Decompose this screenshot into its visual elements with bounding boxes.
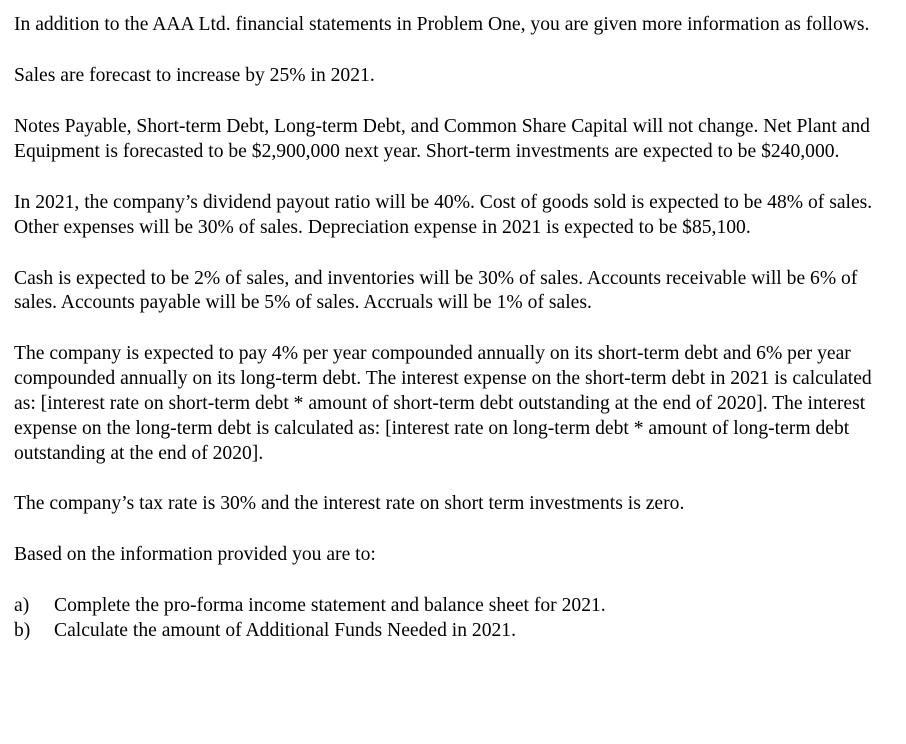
- sales-forecast-paragraph: Sales are forecast to increase by 25% in 2021.: [14, 64, 375, 86]
- task-marker: a): [14, 595, 30, 617]
- interest-paragraph: The company is expected to pay 4% per year compounded annually on its short-term debt and 6% per year compounded annually on its long-term debt. The interest expense on the short-term debt in 2021 is calculated as: [interest rate on short-term debt * amount of short-term debt outstanding at the end of 2020]. The interest expense on the long-term debt is calculated as: [interest rate on long-term debt * amount of long-term debt outstanding at the end of 2020].: [14, 343, 872, 464]
- problem-document: [14, 13, 890, 644]
- unchanged-items-paragraph: Notes Payable, Short-term Debt, Long-term Debt, and Common Share Capital will not change. Net Plant and Equipment is forecasted to be $2,900,000 next year. Short-term investments are expected to be $240,000.: [14, 115, 870, 162]
- instructions-paragraph: Based on the information provided you are to:: [14, 544, 376, 566]
- intro-paragraph: In addition to the AAA Ltd. financial statements in Problem One, you are given more information as follows.: [14, 14, 870, 35]
- tax-rate-paragraph: The company’s tax rate is 30% and the interest rate on short term investments is zero.: [14, 493, 685, 515]
- task-text: Calculate the amount of Additional Funds Needed in 2021.: [54, 620, 517, 642]
- task-list: [14, 594, 890, 644]
- task-item-a: [14, 594, 890, 619]
- working-capital-paragraph: Cash is expected to be 2% of sales, and inventories will be 30% of sales. Accounts receivable will be 6% of sales. Accounts payable will be 5% of sales. Accruals will be 1% of sales.: [14, 267, 858, 314]
- task-marker: b): [14, 620, 31, 642]
- dividend-expenses-paragraph: In 2021, the company’s dividend payout ratio will be 40%. Cost of goods sold is expected to be 48% of sales. Other expenses will be 30% of sales. Depreciation expense in 2021 is expected to be $85,100.: [14, 191, 873, 238]
- task-item-b: [14, 619, 890, 644]
- task-text: Complete the pro-forma income statement and balance sheet for 2021.: [54, 595, 606, 617]
